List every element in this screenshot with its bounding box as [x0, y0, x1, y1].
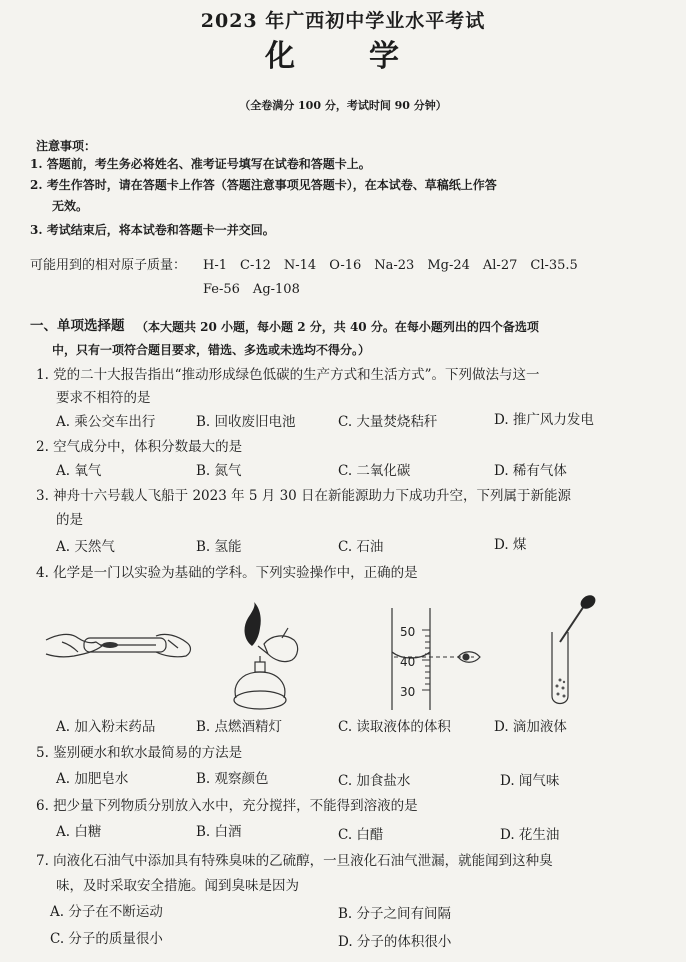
option-c: C. 白醋 [338, 827, 384, 843]
note-item: 2. 考生作答时，请在答题卡上作答（答题注意事项见答题卡），在本试卷、草稿纸上作答 [30, 178, 497, 192]
option-a: A. 加入粉末药品 [56, 719, 156, 735]
question-stem: 6. 把少量下列物质分别放入水中，充分搅拌，不能得到溶液的是 [36, 798, 418, 814]
figure-b-alcohol-lamp [222, 600, 310, 718]
question-stem: 4. 化学是一门以实验为基础的学科。下列实验操作中，正确的是 [36, 565, 418, 581]
option-b: B. 氮气 [196, 463, 242, 479]
option-a: A. 白糖 [56, 824, 102, 840]
option-b: B. 白酒 [196, 824, 242, 840]
question-stem: 2. 空气成分中，体积分数最大的是 [36, 439, 243, 455]
figure-a-powder [44, 612, 194, 677]
option-b: B. 分子之间有间隔 [338, 906, 452, 922]
option-d: D. 花生油 [500, 827, 560, 843]
eye-icon [458, 652, 480, 663]
figure-d-dropper-tube [538, 592, 608, 712]
notes-heading: 注意事项： [36, 139, 97, 153]
scale-label-40: 40 [400, 655, 416, 669]
option-a: A. 天然气 [56, 539, 115, 555]
option-c: C. 二氧化碳 [338, 463, 411, 479]
option-a: A. 乘公交车出行 [56, 414, 156, 430]
option-c: C. 石油 [338, 539, 384, 555]
dropper-bulb [578, 592, 598, 611]
atomic-mass-label: 可能用到的相对原子质量： [30, 258, 187, 273]
option-d: D. 稀有气体 [494, 463, 567, 479]
section-desc-line2: 中，只有一项符合题目要求，错选、多选或未选均不得分。） [52, 343, 371, 357]
option-c: C. 读取液体的体积 [338, 719, 451, 735]
option-d: D. 分子的体积很小 [338, 934, 452, 950]
option-a: A. 加肥皂水 [56, 771, 129, 787]
flame-icon [245, 602, 261, 646]
option-c: C. 加食盐水 [338, 773, 411, 789]
question-stem: 7. 向液化石油气中添加具有特殊臭味的乙硫醇，一旦液化石油气泄漏，就能闻到这种臭 [36, 853, 553, 869]
subject-title: 化 学 [265, 39, 421, 74]
option-a: A. 分子在不断运动 [50, 904, 163, 920]
cylinder-scale [422, 630, 430, 690]
atomic-mass-line1: H-1 C-12 N-14 O-16 Na-23 Mg-24 Al-27 Cl-35.5 [203, 258, 578, 273]
option-b: B. 氢能 [196, 539, 242, 555]
scale-label-50: 50 [400, 625, 416, 639]
atomic-mass-line2: Fe-56 Ag-108 [203, 282, 300, 297]
note-item: 1. 答题前，考生务必将姓名、准考证号填写在试卷和答题卡上。 [30, 157, 371, 171]
question-stem: 3. 神舟十六号载人飞船于 2023 年 5 月 30 日在新能源助力下成功升空，下列属于新能源 [36, 488, 572, 504]
question-stem: 1. 党的二十大报告指出“推动形成绿色低碳的生产方式和生活方式”。下列做法与这一 [36, 367, 540, 383]
question-stem: 5. 鉴别硬水和软水最简易的方法是 [36, 745, 243, 761]
option-b: B. 观察颜色 [196, 771, 269, 787]
scale-label-30: 30 [400, 685, 416, 699]
option-d: D. 闻气味 [500, 773, 560, 789]
note-item: 3. 考试结束后，将本试卷和答题卡一并交回。 [30, 223, 275, 237]
question-stem: 味，及时采取安全措施。闻到臭味是因为 [56, 878, 299, 894]
option-d: D. 滴加液体 [494, 719, 567, 735]
powder-sample [102, 642, 118, 648]
exam-info: （全卷满分 100 分，考试时间 90 分钟） [239, 99, 447, 112]
question-stem: 的是 [56, 512, 83, 528]
question-stem: 要求不相符的是 [56, 390, 151, 406]
exam-title: 2023 年广西初中学业水平考试 [200, 10, 486, 32]
option-c: C. 分子的质量很小 [50, 931, 163, 947]
figure-c-graduated-cylinder [384, 606, 504, 716]
option-c: C. 大量焚烧秸秆 [338, 414, 438, 430]
option-d: D. 推广风力发电 [494, 412, 594, 428]
section-desc-line1: （本大题共 20 小题，每小题 2 分，共 40 分。在每小题列出的四个备选项 [136, 320, 539, 334]
note-item: 无效。 [52, 199, 89, 213]
option-b: B. 回收废旧电池 [196, 414, 296, 430]
option-b: B. 点燃酒精灯 [196, 719, 283, 735]
section-heading: 一、单项选择题 [30, 318, 125, 334]
option-a: A. 氧气 [56, 463, 102, 479]
option-d: D. 煤 [494, 537, 527, 553]
